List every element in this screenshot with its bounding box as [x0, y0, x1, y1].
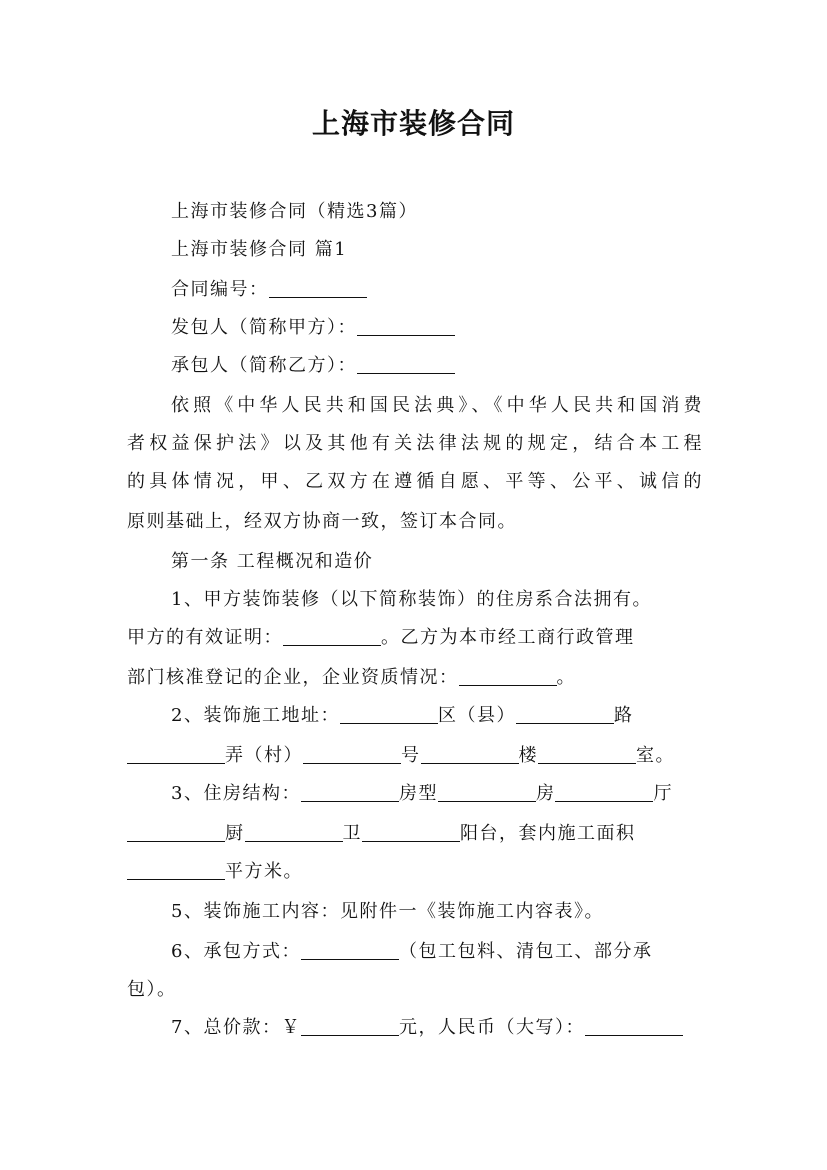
balconies-label: 阳台，套内施工面积 [460, 823, 636, 844]
road-label: 路 [613, 705, 634, 726]
contract-mode-label: 6、承包方式： [171, 941, 301, 962]
qualification-label: 部门核准登记的企业，企业资质情况： [127, 667, 459, 688]
item-7-line [171, 1016, 703, 1040]
rooms-label: 房 [535, 783, 556, 804]
kitchens-field[interactable] [127, 823, 225, 842]
article-1-heading: 第一条 工程概况和造价 [171, 551, 374, 572]
item-2-line-1 [171, 704, 703, 728]
number-field[interactable] [303, 745, 401, 764]
item-3-line-2 [127, 822, 703, 846]
building-field[interactable] [421, 745, 519, 764]
item-1-line-2-tail: 。乙方为本市经工商行政管理 [381, 627, 635, 648]
structure-label: 3、住房结构： [171, 783, 301, 804]
district-field[interactable] [340, 705, 438, 724]
rmb-label: 元，人民币（大写）： [398, 1017, 585, 1038]
preamble-line-4: 原则基础上，经双方协商一致，签订本合同。 [127, 511, 517, 532]
address-label: 2、装饰施工地址： [171, 705, 340, 726]
room-number-field[interactable] [538, 745, 636, 764]
rmb-words-field[interactable] [585, 1017, 683, 1036]
item-6-line-1 [171, 940, 703, 964]
total-price-label: 7、总价款：￥ [171, 1017, 301, 1038]
party-a-label: 发包人（简称甲方）： [171, 317, 357, 338]
building-label: 楼 [518, 745, 538, 766]
preamble-line-1: 依照《中华人民共和国民法典》、《中华人民共和国消费 [171, 395, 703, 416]
valid-proof-field[interactable] [283, 627, 381, 646]
valid-proof-label: 甲方的有效证明： [127, 627, 283, 648]
contract-number-field[interactable] [269, 279, 367, 298]
area-field[interactable] [127, 861, 225, 880]
item-5: 5、装饰施工内容：见附件一《装饰施工内容表》。 [171, 901, 604, 922]
subtitle: 上海市装修合同（精选3篇） [171, 201, 418, 222]
baths-label: 卫 [342, 823, 362, 844]
item-1-line-3 [127, 666, 703, 690]
lane-label: 弄（村） [225, 745, 303, 766]
rooms-field[interactable] [438, 783, 536, 802]
item-1-line-1: 1、甲方装饰装修（以下简称装饰）的住房系合法拥有。 [171, 589, 652, 610]
preamble-line-2: 者权益保护法》以及其他有关法律法规的规定，结合本工程 [127, 433, 703, 454]
kitchens-label: 厨 [225, 823, 245, 844]
road-field[interactable] [516, 705, 614, 724]
baths-field[interactable] [245, 823, 343, 842]
qualification-field[interactable] [459, 667, 557, 686]
house-type-field[interactable] [301, 783, 399, 802]
district-label: 区（县） [437, 705, 516, 726]
lane-field[interactable] [127, 745, 225, 764]
party-a-field[interactable] [357, 317, 455, 336]
preamble-line-3: 的具体情况，甲、乙双方在遵循自愿、平等、公平、诚信的 [127, 471, 703, 492]
halls-label: 厅 [653, 783, 673, 804]
contract-mode-options: （包工包料、清包工、部分承 [398, 941, 653, 962]
party-b-field[interactable] [357, 355, 455, 374]
area-unit: 平方米。 [225, 861, 303, 882]
document-title: 上海市装修合同 [311, 107, 515, 140]
item-6-line-2: 包）。 [127, 979, 177, 1000]
total-price-field[interactable] [301, 1017, 399, 1036]
number-label: 号 [401, 745, 421, 766]
balconies-field[interactable] [362, 823, 460, 842]
item-2-line-2 [127, 744, 703, 768]
party-b-label: 承包人（简称乙方）： [171, 355, 357, 376]
contract-number-label: 合同编号： [171, 279, 269, 300]
party-a-line [171, 316, 703, 340]
house-type-label: 房型 [398, 783, 438, 804]
item-3-line-3 [127, 860, 703, 884]
contract-mode-field[interactable] [301, 941, 399, 960]
party-b-line [171, 354, 703, 378]
contract-number-line [171, 278, 703, 302]
item-1-line-3-tail: 。 [556, 667, 576, 688]
section-heading: 上海市装修合同 篇1 [171, 239, 348, 260]
item-1-line-2 [127, 626, 703, 650]
item-3-line-1 [171, 782, 703, 806]
room-number-label: 室。 [636, 745, 675, 766]
halls-field[interactable] [555, 783, 653, 802]
